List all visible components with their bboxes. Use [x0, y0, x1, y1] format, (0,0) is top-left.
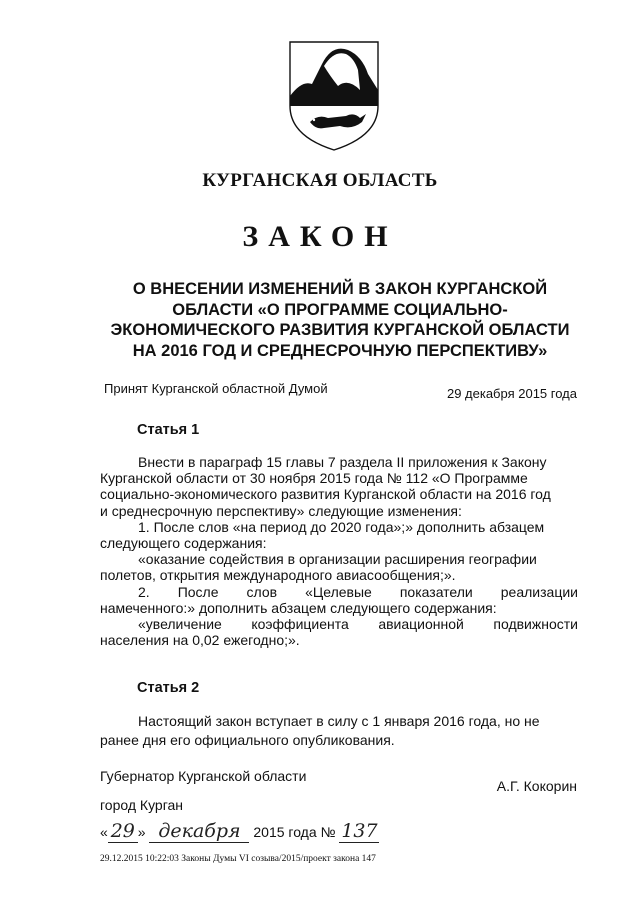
word: коэффициента — [251, 615, 349, 632]
law-title: ЗАКОН — [242, 220, 398, 253]
word: показатели — [399, 583, 473, 600]
article-2-heading: Статья 2 — [137, 680, 200, 696]
governor-name: А.Г. Кокорин — [496, 778, 577, 794]
region-title: КУРГАНСКАЯ ОБЛАСТЬ — [202, 170, 438, 191]
word: реализации — [500, 583, 578, 600]
article-2-body — [100, 712, 578, 750]
law-subtitle-line: ОБЛАСТИ «О ПРОГРАММЕ СОЦИАЛЬНО- — [172, 300, 508, 319]
open-quote: « — [100, 824, 108, 840]
article-2-line: Настоящий закон вступает в силу с 1 января 2016 года, но не — [138, 713, 540, 729]
law-subtitle-line: НА 2016 ГОД И СРЕДНЕСРОЧНУЮ ПЕРСПЕКТИВУ» — [132, 341, 548, 360]
signing-day-handwritten: 29 — [108, 820, 138, 843]
law-subtitle — [80, 279, 600, 361]
article-1-line — [100, 584, 578, 600]
governor-title: Губернатор Курганской области — [100, 768, 307, 784]
article-1-line: Внести в параграф 15 главы 7 раздела II приложения к Закону — [138, 454, 547, 470]
article-1-line: «оказание содействия в организации расширения географии — [138, 551, 537, 568]
article-1-line: и среднесрочную перспективу» следующие изменения: — [100, 502, 462, 519]
article-1-line — [100, 616, 578, 632]
word: подвижности — [493, 615, 578, 632]
article-1-body — [100, 454, 578, 648]
close-quote: » — [137, 824, 146, 840]
law-subtitle-line: ЭКОНОМИЧЕСКОГО РАЗВИТИЯ КУРГАНСКОЙ ОБЛАСТИ — [110, 321, 570, 339]
adopted-by: Принят Курганской областной Думой — [104, 381, 328, 396]
footer-file-path: 29.12.2015 10:22:03 Законы Думы VI созыва/2015/проект закона 147 — [100, 854, 376, 864]
article-1-line: 1. После слов «на период до 2020 года»;» дополнить абзацем — [138, 518, 545, 535]
article-1-line: намеченного:» дополнить абзацем следующего содержания: — [100, 599, 497, 616]
coat-of-arms-emblem — [288, 40, 380, 152]
law-subtitle-line: О ВНЕСЕНИИ ИЗМЕНЕНИЙ В ЗАКОН КУРГАНСКОЙ — [132, 280, 548, 298]
law-number-handwritten: 137 — [341, 820, 378, 842]
article-1-line: Курганской области от 30 ноября 2015 года № 112 «О Программе — [100, 470, 528, 487]
signing-year-text: 2015 года № — [253, 824, 336, 840]
article-1-line: следующего содержания: — [100, 534, 267, 551]
word: После — [177, 583, 219, 600]
word: 2. — [138, 583, 150, 600]
adopted-date: 29 декабря 2015 года — [446, 386, 577, 401]
word: «увеличение — [138, 615, 222, 632]
word: «Целевые — [305, 583, 372, 600]
word: авиационной — [378, 615, 464, 632]
article-1-line: социально-экономического развития Курганской области на 2016 год — [100, 486, 551, 503]
article-1-heading: Статья 1 — [137, 422, 200, 438]
city: город Курган — [100, 797, 184, 813]
signing-date-line — [100, 820, 379, 844]
signing-month-handwritten: декабря — [149, 820, 249, 843]
article-1-line: полетов, открытия международного авиасообщения;». — [100, 567, 456, 584]
word: слов — [246, 583, 278, 600]
article-1-line: населения на 0,02 ежегодно;». — [100, 632, 300, 649]
article-2-line: ранее дня его официального опубликования. — [100, 732, 395, 748]
